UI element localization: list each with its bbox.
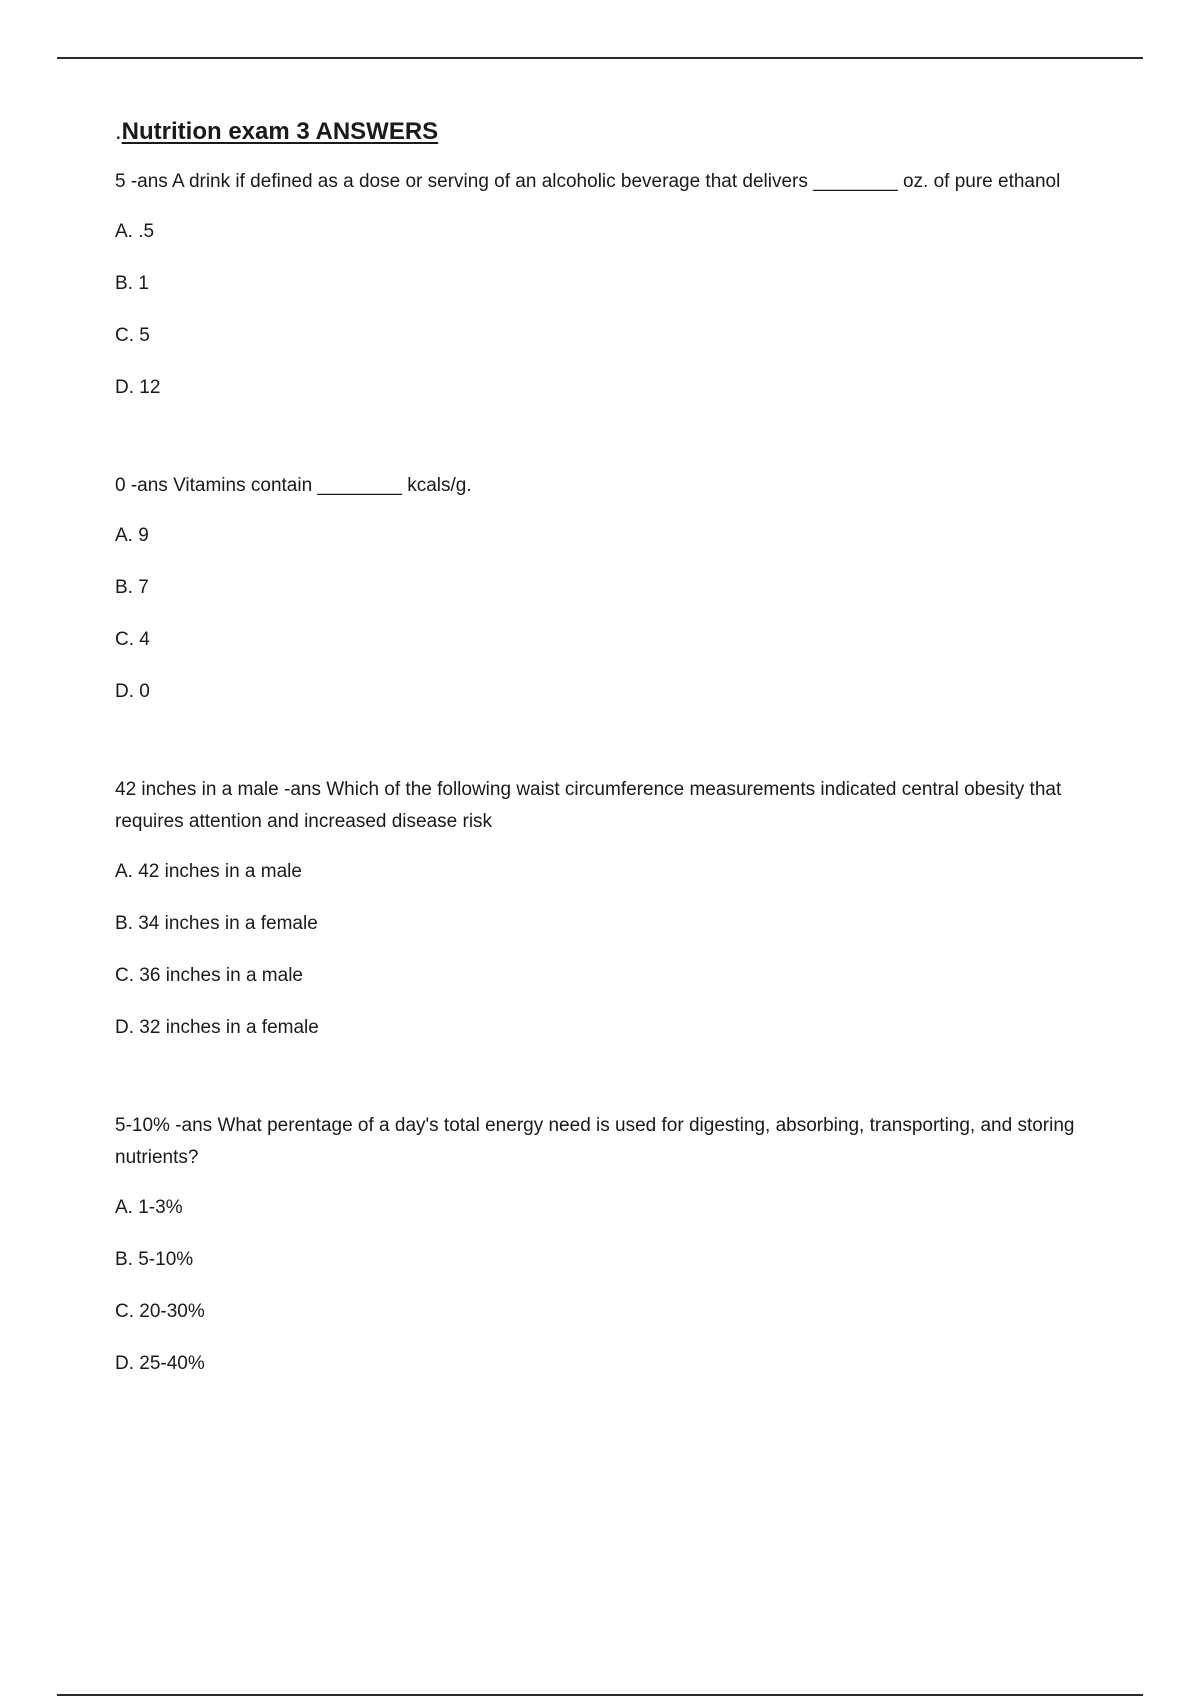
question-text: 5 -ans A drink if defined as a dose or serving of an alcoholic beverage that delivers ________ oz. of pure ethanol — [115, 171, 1061, 192]
question-block — [115, 470, 1105, 708]
answer-option: A. .5 — [115, 221, 155, 242]
question-block — [115, 774, 1105, 1044]
answer-option: B. 34 inches in a female — [115, 913, 318, 934]
answer-option: A. 42 inches in a male — [115, 861, 302, 882]
answer-option: D. 25-40% — [115, 1353, 205, 1374]
document-body — [115, 116, 1105, 1446]
answer-option: C. 36 inches in a male — [115, 965, 303, 986]
title-prefix: . — [115, 118, 122, 145]
title-text: Nutrition exam 3 ANSWERS — [121, 118, 439, 145]
question-block — [115, 1110, 1105, 1380]
question-block — [115, 166, 1105, 404]
footer-rule — [57, 1694, 1143, 1696]
question-text: 0 -ans Vitamins contain ________ kcals/g. — [115, 475, 472, 496]
document-title — [115, 116, 1105, 148]
question-text: 42 inches in a male -ans Which of the following waist circumference measurements indicated central obesity that requires attention and increased disease risk — [115, 779, 1062, 832]
answer-option: D. 32 inches in a female — [115, 1017, 319, 1038]
answer-option: B. 1 — [115, 273, 149, 294]
answer-option: C. 20-30% — [115, 1301, 205, 1322]
header-rule — [57, 57, 1143, 59]
answer-option: C. 5 — [115, 325, 150, 346]
answer-option: D. 0 — [115, 681, 150, 702]
answer-option: C. 4 — [115, 629, 150, 650]
answer-option: B. 7 — [115, 577, 149, 598]
answer-option: A. 9 — [115, 525, 149, 546]
question-text: 5-10% -ans What perentage of a day's total energy need is used for digesting, absorbing, transporting, and storing nutrients? — [115, 1115, 1075, 1168]
answer-option: B. 5-10% — [115, 1249, 194, 1270]
answer-option: D. 12 — [115, 377, 161, 398]
answer-option: A. 1-3% — [115, 1197, 183, 1218]
